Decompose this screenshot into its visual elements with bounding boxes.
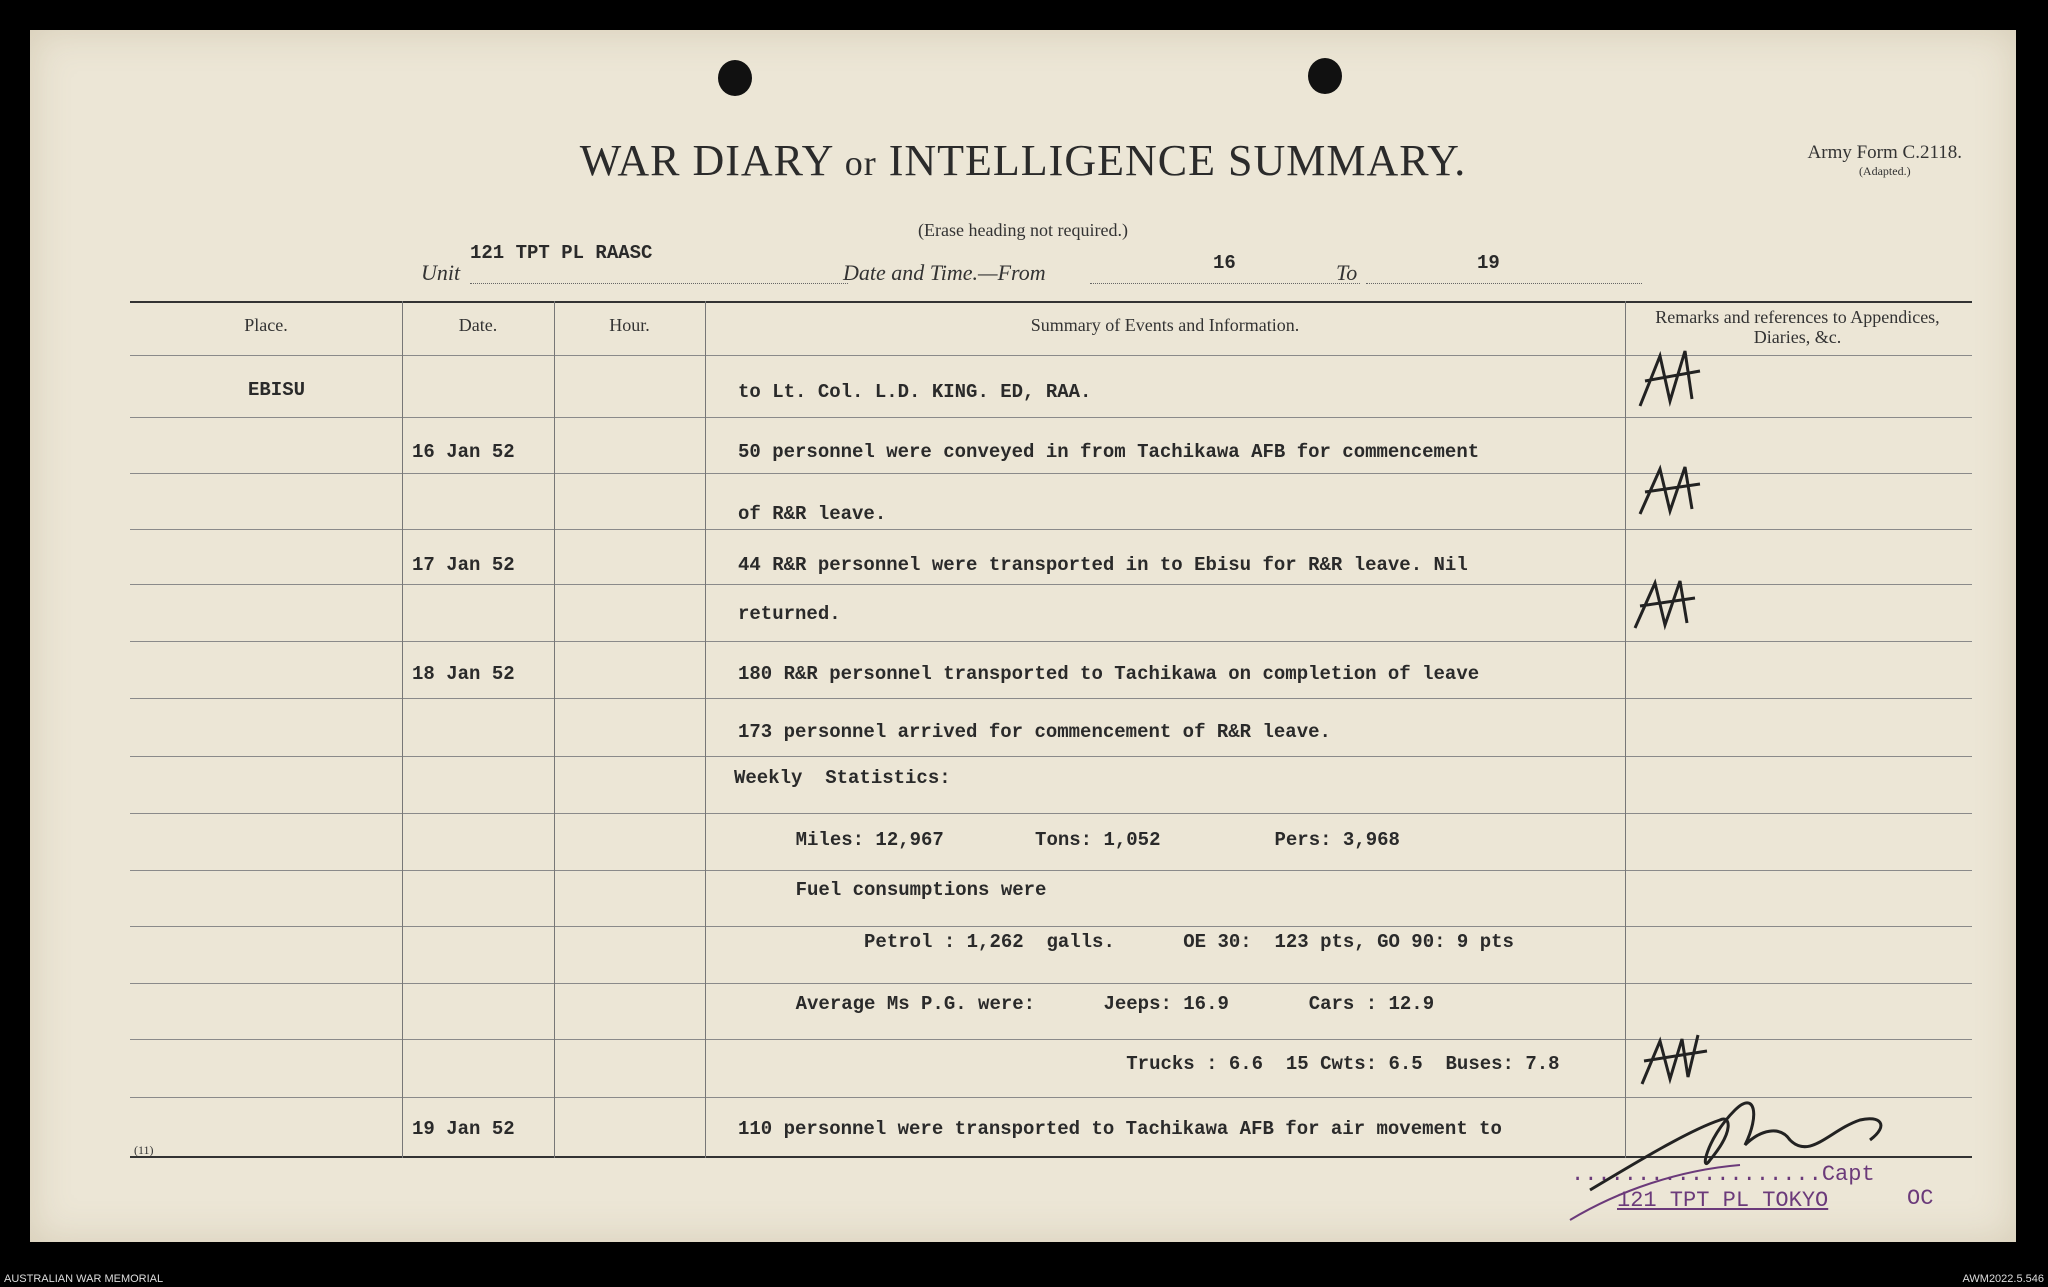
cell-summary: Trucks : 6.6 15 Cwts: 6.5 Buses: 7.8 (750, 1053, 1560, 1075)
column-header-place: Place. (244, 315, 288, 335)
row-line (130, 813, 1972, 814)
row-line (130, 870, 1972, 871)
punch-hole (718, 60, 752, 96)
oc-label: OC (1907, 1186, 1934, 1211)
page-title (30, 135, 2016, 186)
column-header-date: Date. (458, 315, 498, 335)
cell-summary: Average Ms P.G. were: Jeeps: 16.9 Cars : 12.9 (750, 993, 1435, 1015)
subtitle: (Erase heading not required.) (918, 220, 1128, 240)
column-divider (554, 301, 555, 1158)
table-top-border (130, 301, 1972, 303)
unit-dotted-line (470, 282, 848, 284)
initials-mark (1630, 459, 1710, 529)
title-intelligence-summary: INTELLIGENCE SUMMARY. (888, 136, 1467, 185)
signature (1560, 1070, 1920, 1240)
row-line (130, 926, 1972, 927)
signature-line: ...................Capt (1571, 1162, 1875, 1187)
row-line (130, 698, 1972, 699)
form-number: (11) (134, 1143, 154, 1157)
unit-stamp: 121 TPT PL TOKYO (1617, 1188, 1829, 1213)
column-header-hour: Hour. (609, 315, 650, 335)
cell-date: 19 Jan 52 (412, 1118, 515, 1140)
initials-mark (1630, 341, 1710, 421)
initials-mark (1625, 573, 1705, 643)
archive-id: AWM2022.5.546 (1962, 1273, 2044, 1285)
cell-date: 16 Jan 52 (412, 441, 515, 463)
cell-date: 17 Jan 52 (412, 554, 515, 576)
document-page (30, 30, 2016, 1242)
from-dotted-line (1090, 282, 1360, 284)
unit-value: 121 TPT PL RAASC (470, 242, 653, 264)
archive-credit: AUSTRALIAN WAR MEMORIAL (4, 1273, 164, 1285)
to-label: To (1336, 260, 1358, 285)
cell-summary: 173 personnel arrived for commencement of R&R leave. (738, 721, 1331, 743)
column-header-summary: Summary of Events and Information. (1030, 315, 1300, 335)
row-line (130, 983, 1972, 984)
from-value: 16 (1213, 252, 1236, 274)
cell-summary: to Lt. Col. L.D. KING. ED, RAA. (738, 381, 1092, 403)
title-war-diary: WAR DIARY (579, 136, 833, 185)
cell-summary: 44 R&R personnel were transported in to Ebisu for R&R leave. Nil (738, 554, 1468, 576)
diary-table (130, 301, 1972, 1158)
cell-summary: Weekly Statistics: (734, 767, 951, 789)
row-line (130, 529, 1972, 530)
date-time-from-label: Date and Time.—From (843, 260, 1046, 285)
cell-summary: of R&R leave. (738, 503, 887, 525)
to-dotted-line (1366, 282, 1642, 284)
cell-summary: Petrol : 1,262 galls. OE 30: 123 pts, GO 90: 9 pts (750, 931, 1514, 953)
cell-summary: returned. (738, 603, 841, 625)
column-divider (1625, 301, 1626, 1158)
column-divider (402, 301, 403, 1158)
cell-summary: 50 personnel were conveyed in from Tachikawa AFB for commencement (738, 441, 1480, 463)
unit-label: Unit (421, 260, 461, 285)
cell-summary: Miles: 12,967 Tons: 1,052 Pers: 3,968 (750, 829, 1400, 851)
column-divider (705, 301, 706, 1158)
cell-summary: 110 personnel were transported to Tachikawa AFB for air movement to (738, 1118, 1502, 1140)
army-form-label (1808, 142, 1962, 179)
cell-date: 18 Jan 52 (412, 663, 515, 685)
to-value: 19 (1477, 252, 1500, 274)
column-header-remarks: Remarks and references to Appendices, Diaries, &c. (1655, 307, 1940, 347)
punch-hole (1308, 58, 1342, 94)
cell-place: EBISU (248, 379, 306, 401)
title-or: or (844, 143, 877, 183)
army-form-number: Army Form C.2118. (1807, 142, 1962, 163)
adapted-note: (Adapted.) (1858, 164, 1911, 178)
cell-summary: 180 R&R personnel transported to Tachikawa on completion of leave (738, 663, 1480, 685)
row-line (130, 756, 1972, 757)
cell-summary: Fuel consumptions were (750, 879, 1047, 901)
